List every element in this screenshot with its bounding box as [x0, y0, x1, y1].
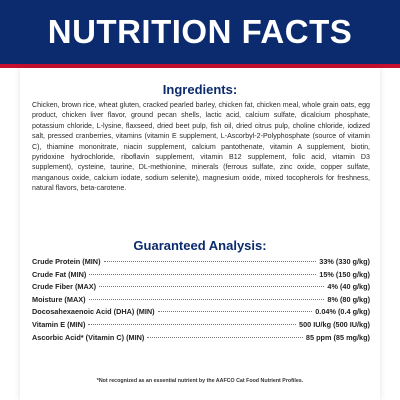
dot-leader — [99, 286, 324, 287]
dot-leader — [104, 261, 317, 262]
dot-leader — [147, 337, 303, 338]
analysis-row — [32, 306, 370, 319]
analysis-name: Moisture (MAX) — [32, 294, 86, 304]
analysis-row — [32, 281, 370, 294]
ingredients-text: Chicken, brown rice, wheat gluten, cracked pearled barley, chicken fat, chicken meal, whole grain oats, egg product, chicken liver flavor, ground pecan shells, lactic acid, calcium sulfate, dicalcium phosphate, potassium chloride, L-lysine, flaxseed, dried beet pulp, fish oil, dried citrus pulp, choline chloride, iodized salt, pressed cranberries, vitamins (vitamin E supplement, L-Ascorbyl-2-Polyphosphate (source of vitamin C), thiamine mononitrate, niacin supplement, calcium pantothenate, vitamin A supplement, biotin, pyridoxine hydrochloride, riboflavin supplement, vitamin B12 supplement, folic acid, vitamin D3 supplement), cysteine, taurine, DL-methionine, minerals (ferrous sulfate, zinc oxide, copper sulfate, manganous oxide, calcium iodate, sodium selenite), magnesium oxide, mixed tocopherols for freshness, natural flavors, beta-carotene. — [32, 101, 370, 193]
analysis-value: 4% (40 g/kg) — [327, 282, 370, 292]
dot-leader — [89, 299, 325, 300]
analysis-row — [32, 256, 370, 269]
nutrition-card — [20, 68, 380, 400]
dot-leader — [89, 274, 316, 275]
analysis-name: Crude Fat (MIN) — [32, 269, 87, 279]
analysis-name: Crude Fiber (MAX) — [32, 282, 97, 292]
analysis-value: 0.04% (0.4 g/kg) — [315, 307, 370, 317]
analysis-value: 8% (80 g/kg) — [327, 294, 370, 304]
footnote: *Not recognized as an essential nutrient by the AAFCO Cat Food Nutrient Profiles. — [96, 378, 304, 384]
dot-leader — [158, 311, 313, 312]
guaranteed-analysis-heading: Guaranteed Analysis: — [133, 238, 267, 253]
header-banner — [0, 0, 400, 64]
analysis-value: 500 IU/kg (500 IU/kg) — [299, 319, 370, 329]
analysis-name: Docosahexaenoic Acid (DHA) (MIN) — [32, 307, 155, 317]
analysis-row — [32, 294, 370, 307]
analysis-value: 15% (150 g/kg) — [319, 269, 370, 279]
analysis-value: 33% (330 g/kg) — [319, 257, 370, 266]
guaranteed-analysis-table — [32, 256, 370, 344]
analysis-row — [32, 332, 370, 345]
analysis-name: Vitamin E (MIN) — [32, 319, 86, 329]
analysis-row — [32, 319, 370, 332]
ingredients-heading: Ingredients: — [162, 82, 238, 97]
analysis-name: Ascorbic Acid* (Vitamin C) (MIN) — [32, 332, 145, 342]
analysis-value: 85 ppm (85 mg/kg) — [305, 332, 370, 342]
analysis-name: Crude Protein (MIN) — [32, 257, 101, 266]
dot-leader — [88, 324, 296, 325]
page-title: NUTRITION FACTS — [47, 13, 353, 50]
analysis-row — [32, 269, 370, 282]
